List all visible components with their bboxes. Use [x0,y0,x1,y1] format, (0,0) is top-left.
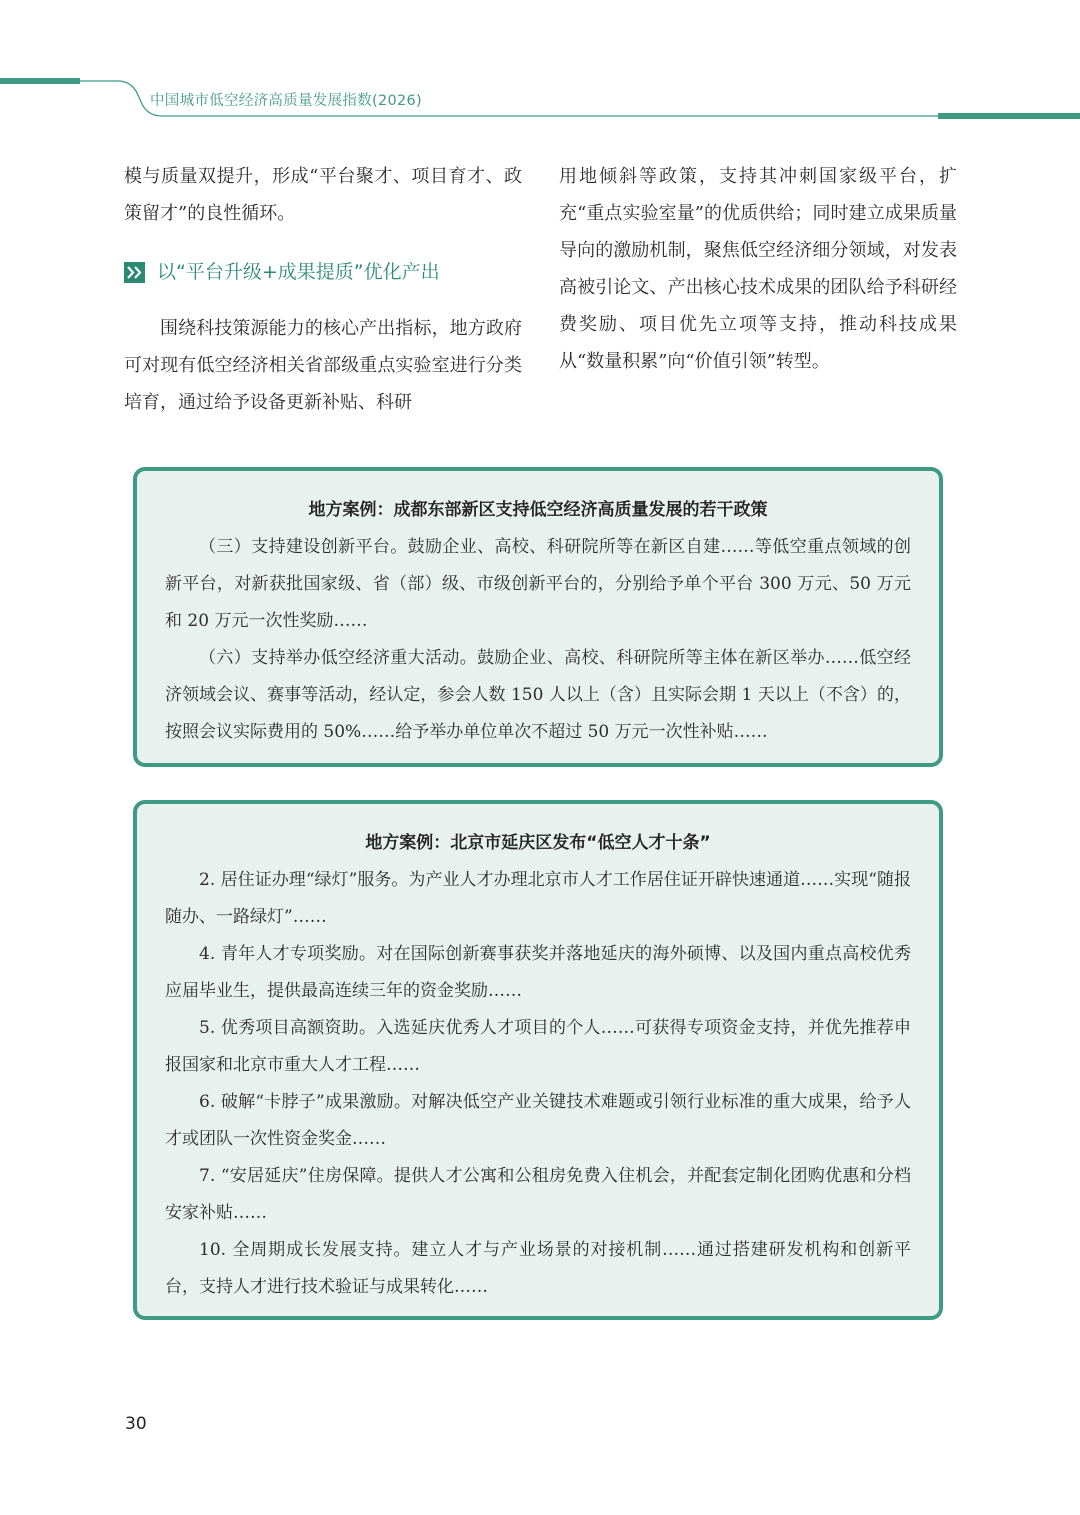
case-paragraph: 2. 居住证办理“绿灯”服务。为产业人才办理北京市人才工作居住证开辟快速通道……实现“随报随办、一路绿灯”…… [165,870,911,927]
case-paragraph: 7. “安居延庆”住房保障。提供人才公寓和公租房免费入住机会，并配套定制化团购优惠和分档安家补贴…… [165,1166,911,1223]
case-box-title: 地方案例：成都东部新区支持低空经济高质量发展的若干政策 [308,500,768,520]
header-rule [0,0,1080,130]
case-box-chengdu [133,467,943,767]
case-paragraph: 4. 青年人才专项奖励。对在国际创新赛事获奖并落地延庆的海外硕博、以及国内重点高校优秀应届毕业生，提供最高连续三年的资金奖励…… [165,944,911,1001]
section-heading-text: 以“平台升级+成果提质”优化产出 [157,260,440,283]
case-box-yanqing [133,800,943,1320]
body-paragraph: 模与质量双提升，形成“平台聚才、项目育才、政策留才”的良性循环。 [124,166,522,224]
case-paragraph: 6. 破解“卡脖子”成果激励。对解决低空产业关键技术难题或引领行业标准的重大成果，给予人才或团队一次性资金奖金…… [165,1092,911,1149]
case-paragraph: 10. 全周期成长发展支持。建立人才与产业场景的对接机制……通过搭建研发机构和创新平台，支持人才进行技术验证与成果转化…… [165,1240,911,1297]
body-paragraph: 围绕科技策源能力的核心产出指标，地方政府可对现有低空经济相关省部级重点实验室进行分类培育，通过给予设备更新补贴、科研 [124,318,522,413]
section-heading [124,254,522,290]
page-number: 30 [125,1414,147,1434]
right-column [559,158,957,380]
left-column [124,158,522,421]
header-title: 中国城市低空经济高质量发展指数(2026) [150,93,423,109]
body-paragraph: 用地倾斜等政策，支持其冲刺国家级平台，扩充“重点实验室量”的优质供给；同时建立成果质量导向的激励机制，聚焦低空经济细分领域，对发表高被引论文、产出核心技术成果的团队给予科研经费奖励、项目优先立项等支持，推动科技成果从“数量积累”向“价值引领”转型。 [559,166,957,372]
double-chevron-right-icon [124,262,145,283]
running-header [0,0,1080,130]
case-paragraph: （三）支持建设创新平台。鼓励企业、高校、科研院所等在新区自建……等低空重点领域的创新平台，对新获批国家级、省（部）级、市级创新平台的，分别给予单个平台 300 万元、50 万元和 20 万元一次性奖励…… [165,537,911,631]
case-paragraph: （六）支持举办低空经济重大活动。鼓励企业、高校、科研院所等主体在新区举办……低空经济领域会议、赛事等活动，经认定，参会人数 150 人以上（含）且实际会期 1 天以上（不含）的，按照会议实际费用的 50%……给予举办单位单次不超过 50 万元一次性补贴…… [165,648,911,742]
case-box-title: 地方案例：北京市延庆区发布“低空人才十条” [365,833,711,853]
case-paragraph: 5. 优秀项目高额资助。入选延庆优秀人才项目的个人……可获得专项资金支持，并优先推荐申报国家和北京市重大人才工程…… [165,1018,911,1075]
